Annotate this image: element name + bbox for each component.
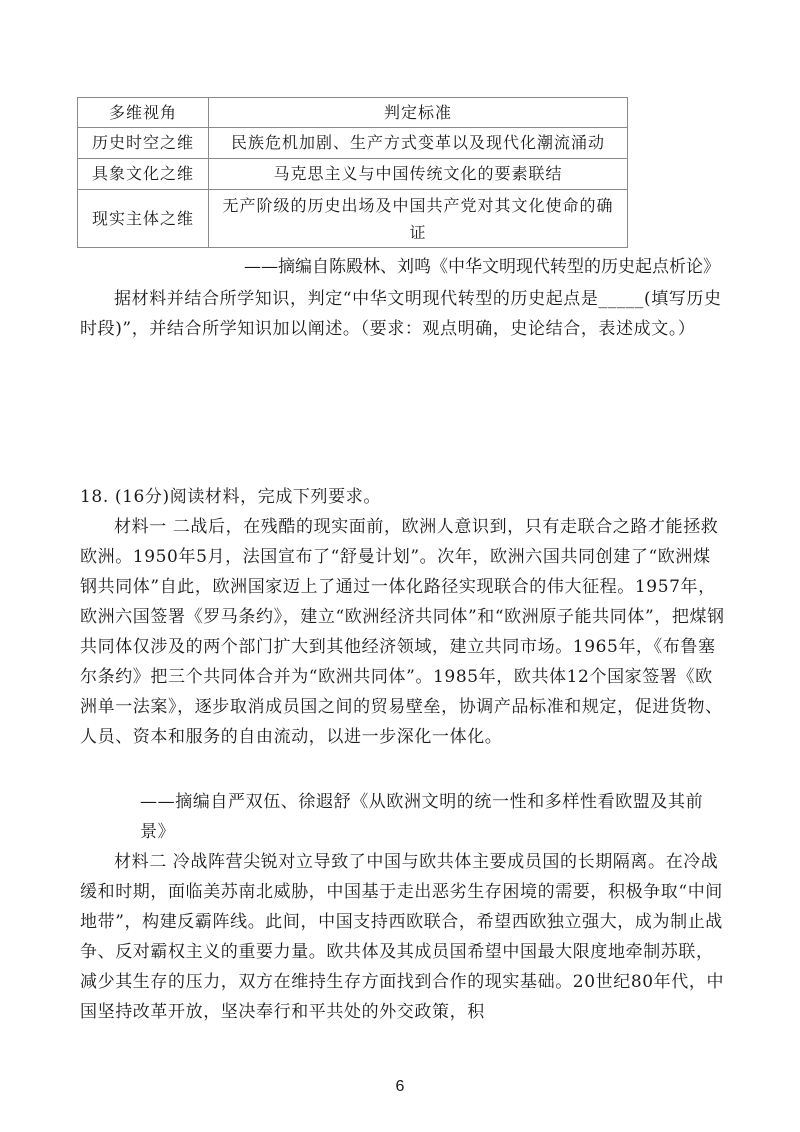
table-cell: 现实主体之维 [78,190,209,248]
page-number: 6 [395,1078,405,1095]
q17-prompt: 据材料并结合所学知识，判定“中华文明现代转型的历史起点是_____(填写历史时段)”，并结合所学知识加以阐述。（要求：观点明确，史论结合，表述成文。） [80,289,722,339]
q18-material-1: 材料一 二战后，在残酷的现实面前，欧洲人意识到，只有走联合之路才能拯救欧洲。1950年5月，法国宣布了“舒曼计划”。次年，欧洲六国共同创建了“欧洲煤钢共同体”自此，欧洲国家迈上了通过一体化路径实现联合的伟大征程。1957年，欧洲六国签署《罗马条约》，建立“欧洲经济共同体”和“欧洲原子能共同体”，把煤钢共同体仅涉及的两个部门扩大到其他经济领域，建立共同市场。1965年，《布鲁塞尔条约》把三个共同体合并为“欧洲共同体”。1985年，欧共体12个国家签署《欧洲单一法案》，逐步取消成员国之间的贸易壁垒，协调产品标准和规定，促进货物、人员、资本和服务的自由流动，以进一步深化一体化。 [80,517,725,747]
table-row [78,159,628,190]
table-row [78,128,628,159]
table-cell: 马克思主义与中国传统文化的要素联结 [209,159,628,190]
table-cell: 民族危机加剧、生产方式变革以及现代化潮流涌动 [209,128,628,159]
table-row [78,190,628,248]
q17-source-citation: ——摘编自陈殿林、刘鸣《中华文明现代转型的历史起点析论》 [244,257,720,277]
table-cell: 具象文化之维 [78,159,209,190]
q18-material-2: 材料二 冷战阵营尖锐对立导致了中国与欧共体主要成员国的长期隔离。在冷战缓和时期，面临美苏南北威胁，中国基于走出恶劣生存困境的需要，积极争取“中间地带”，构建反霸阵线。此间，中国支持西欧联合，希望西欧独立强大，成为制止战争、反对霸权主义的重要力量。欧共体及其成员国希望中国最大限度地牵制苏联，减少其生存的压力，双方在维持生存方面找到合作的现实基础。20世纪80年代，中国坚持改革开放，坚决奉行和平共处的外交政策，积 [80,852,725,1022]
table-header-cell: 多维视角 [78,98,209,128]
table-cell: 无产阶级的历史出场及中国共产党对其文化使命的确证 [209,190,628,248]
criteria-table [77,97,628,248]
q18-source-citation-1: ——摘编自严双伍、徐遐舒《从欧洲文明的统一性和多样性看欧盟及其前景》 [140,792,704,842]
table-header-row [78,98,628,128]
table-cell: 历史时空之维 [78,128,209,159]
q18-title: 18. (16分)阅读材料，完成下列要求。 [80,487,381,507]
table-header-cell: 判定标准 [209,98,628,128]
